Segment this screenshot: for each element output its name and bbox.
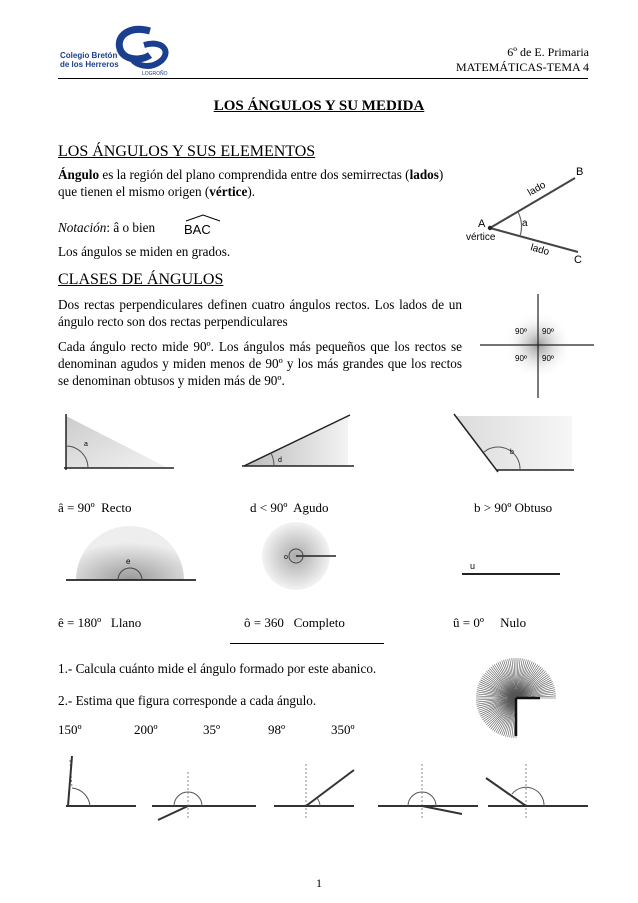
exercise-figure-4 [378,764,478,818]
exercise-1: 1.- Calcula cuánto mide el ángulo formado por este abanico. [58,661,377,676]
perp-label-4: 90º [542,354,554,363]
notation-text: : â o bien [106,220,156,235]
subject-label: MATEMÁTICAS-TEMA 4 [455,60,589,74]
point-a: A [478,218,486,230]
perp-label-1: 90º [515,327,527,336]
header-divider [58,78,588,79]
logo-line2: de los Herreros [60,60,119,69]
angle-arc [518,212,521,236]
school-logo [58,25,176,77]
definition-text1: es la región del plano comprendida entre dos semirrectas ( [99,167,410,182]
side-label-top: lado [526,179,548,199]
letter-o: o [284,554,288,561]
section-heading-classes: CLASES DE ÁNGULOS [58,271,224,288]
perp-label-2: 90º [542,327,554,336]
exercise-figure-2 [152,772,256,820]
caption-null: û = 0º Nulo [453,615,527,630]
straight-angle-figure [62,524,198,586]
letter-a: a [84,441,88,448]
page-number: 1 [316,876,322,890]
obtuse-angle-figure [448,410,578,480]
caption-right: â = 90º Recto [58,500,132,515]
option-3: 35º [203,722,221,737]
acute-angle-figure [238,410,358,480]
side-label-bottom: lado [529,242,551,259]
page-title: LOS ÁNGULOS Y SU MEDIDA [213,98,425,114]
angle-letter: a [522,218,528,229]
section-heading-elements: LOS ÁNGULOS Y SUS ELEMENTOS [58,143,316,160]
angle-definition [58,166,458,200]
notation-hat-icon [184,214,222,222]
notation-line [58,219,155,236]
perpendicular-paragraph: Dos rectas perpendiculares definen cuatro ángulos rectos. Los lados de un ángulo recto son dos rectas perpendiculares [58,297,462,329]
logo-line1: Colegio Bretón [60,51,118,60]
exercise-figure-5 [486,764,588,818]
option-1: 150º [58,722,82,737]
option-4: 98º [268,722,286,737]
caption-acute: d < 90º Agudo [250,500,329,515]
vertex-dot [488,226,492,230]
measure-note: Los ángulos se miden en grados. [58,244,231,259]
full-angle-figure [258,518,338,596]
fan-figure [470,650,566,740]
logo-city: LOGROÑO [142,71,168,77]
vertex-label: vértice [466,232,496,243]
null-angle-figure [458,556,564,578]
letter-e: e [126,557,131,566]
section-divider [230,643,384,644]
term-angulo: Ángulo [58,167,100,182]
angle-elements-diagram [460,160,600,268]
notation-symbol [184,214,222,237]
option-5: 350º [331,722,355,737]
point-b: B [576,166,584,178]
notation-label: Notación [58,220,107,235]
grade-info [456,45,589,75]
notation-bac: BAC [184,222,211,237]
right-angle-figure [58,410,178,480]
school-logo-mark [58,25,176,77]
caption-straight: ê = 180º Llano [58,615,142,630]
term-lados: lados [409,167,439,182]
definition-text2: ) que tienen el mismo origen ( [58,167,444,199]
term-vertice: vértice [209,184,248,199]
option-2: 200º [134,722,158,737]
letter-u: u [470,561,476,571]
exercise-2: 2.- Estima que figura corresponde a cada ángulo. [58,693,317,708]
perpendicular-lines-figure [478,290,596,402]
perp-label-3: 90º [515,354,527,363]
letter-b: b [510,449,514,456]
exercise-figure-3 [274,764,354,818]
caption-full: ô = 360 Completo [244,615,345,630]
exercise-angle-figures [58,752,618,822]
exercise-figure-1 [66,756,136,806]
definition-text3: ). [247,184,256,199]
caption-obtuse: b > 90º Obtuso [474,500,553,515]
letter-d: d [278,457,282,464]
classes-paragraph: Cada ángulo recto mide 90º. Los ángulos más pequeños que los rectos se denominan agudos y miden menos de 90º y los más grandes que los rectos se denominan obtusos y miden más de 90º. [58,339,462,388]
grade-label: 6º de E. Primaria [507,45,589,59]
point-c: C [574,254,582,266]
